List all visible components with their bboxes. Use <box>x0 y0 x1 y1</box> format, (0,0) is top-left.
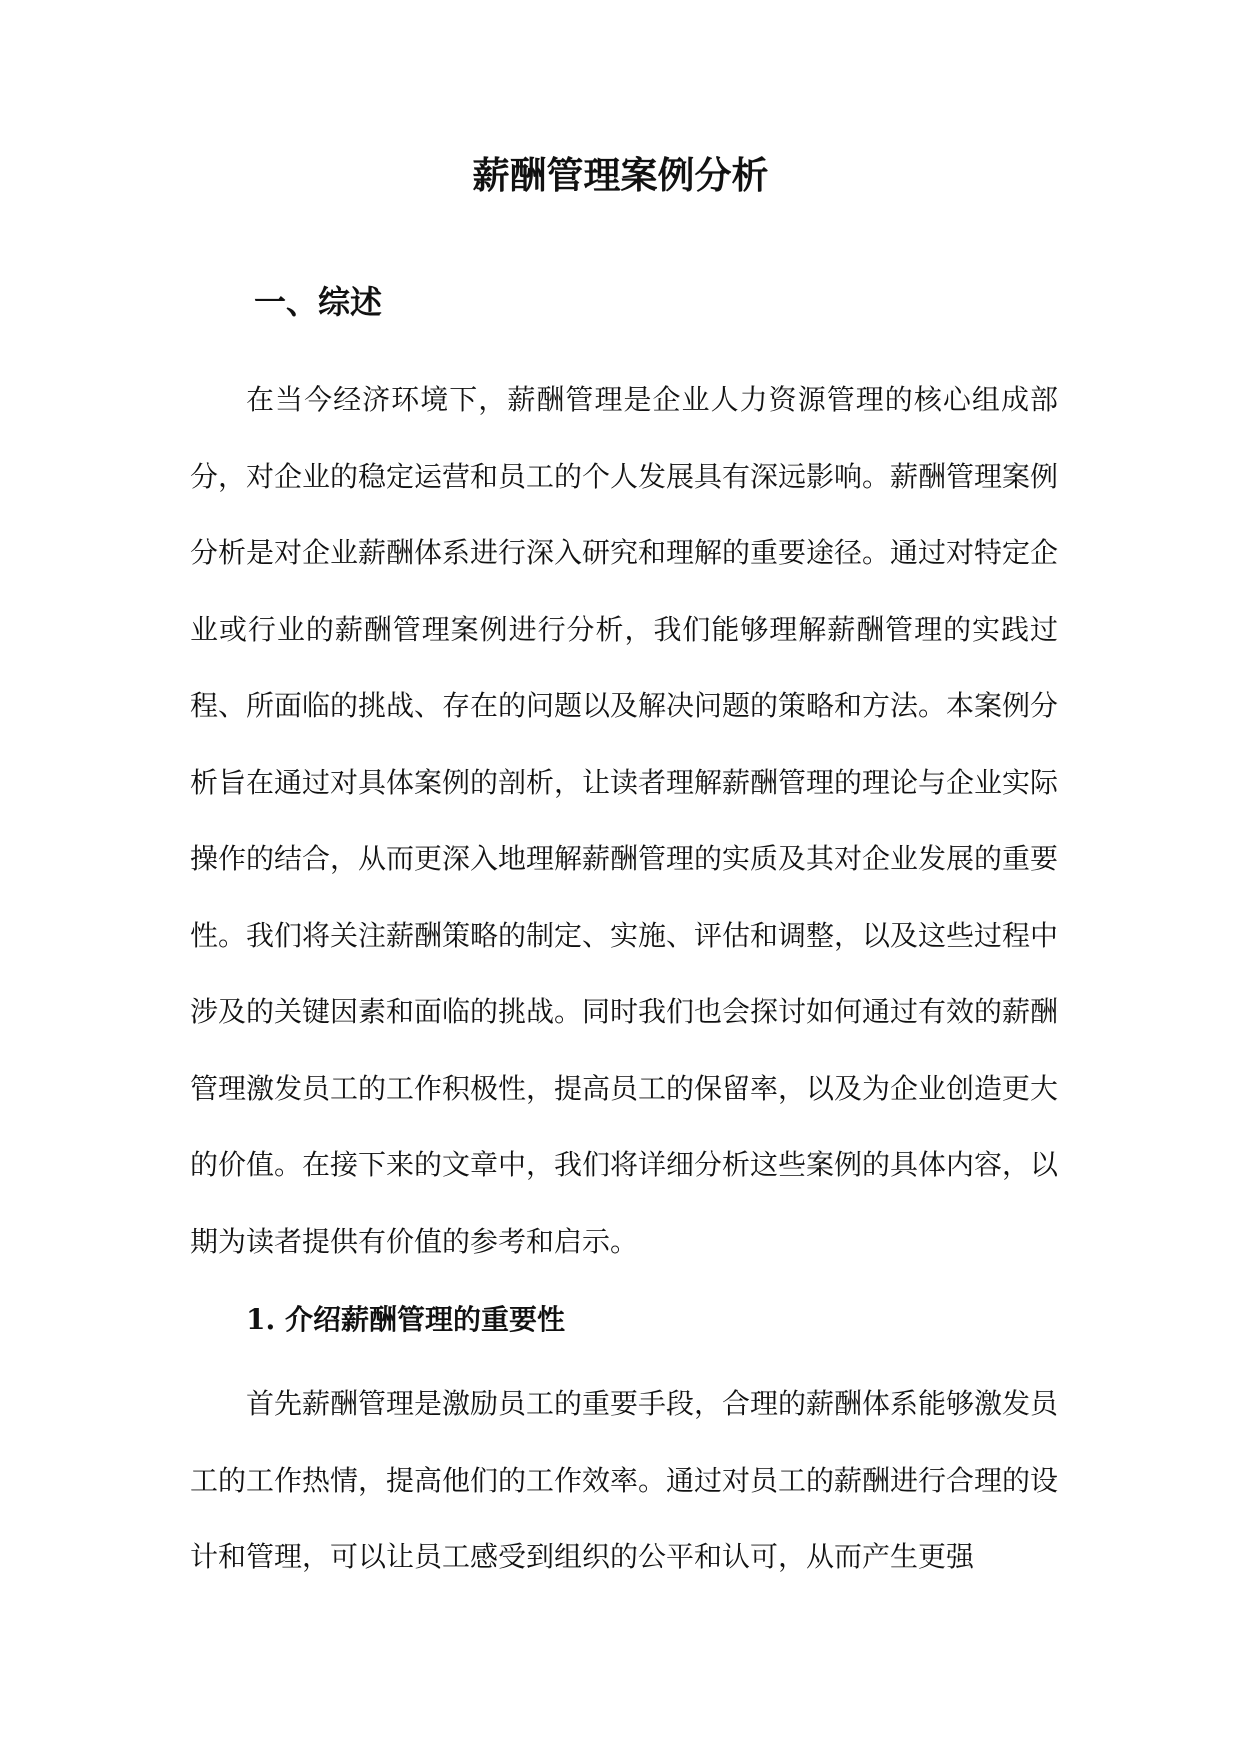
section-heading-overview: 一、综述 <box>254 283 383 321</box>
importance-paragraph: 首先薪酬管理是激励员工的重要手段，合理的薪酬体系能够激发员工的工作热情，提高他们的工作效率。通过对员工的薪酬进行合理的设计和管理，可以让员工感受到组织的公平和认可，从而产生更强 <box>190 1387 1059 1573</box>
document-title: 薪酬管理案例分析 <box>472 153 769 197</box>
subsection-heading-importance: 1. 介绍薪酬管理的重要性 <box>246 1303 565 1336</box>
overview-paragraph: 在当今经济环境下，薪酬管理是企业人力资源管理的核心组成部分，对企业的稳定运营和员工的个人发展具有深远影响。薪酬管理案例分析是对企业薪酬体系进行深入研究和理解的重要途径。通过对特定企业或行业的薪酬管理案例进行分析，我们能够理解薪酬管理的实践过程、所面临的挑战、存在的问题以及解决问题的策略和方法。本案例分析旨在通过对具体案例的剖析，让读者理解薪酬管理的理论与企业实际操作的结合，从而更深入地理解薪酬管理的实质及其对企业发展的重要性。我们将关注薪酬策略的制定、实施、评估和调整，以及这些过程中涉及的关键因素和面临的挑战。同时我们也会探讨如何通过有效的薪酬管理激发员工的工作积极性，提高员工的保留率，以及为企业创造更大的价值。在接下来的文章中，我们将详细分析这些案例的具体内容，以期为读者提供有价值的参考和启示。 <box>190 383 1059 1258</box>
